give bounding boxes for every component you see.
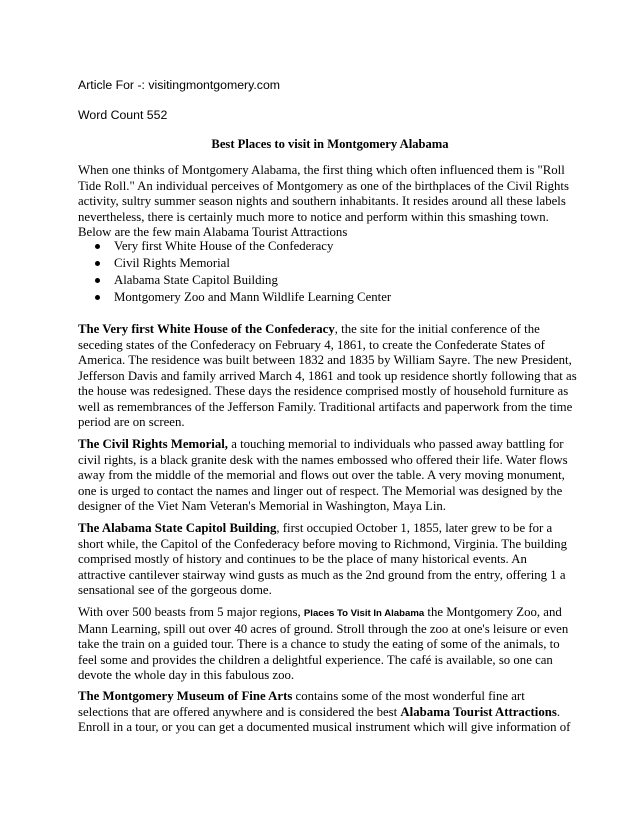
list-item: Montgomery Zoo and Mann Wildlife Learning Center <box>78 289 391 306</box>
zoo-paragraph <box>78 605 569 684</box>
paragraph-line: seceding states of the Confederacy on February 4, 1861, to create the Confederate States of <box>78 337 545 352</box>
white-house-paragraph <box>78 322 577 431</box>
paragraph-first-line <box>78 689 548 705</box>
paragraph-first-line <box>78 521 553 537</box>
paragraph-line: attractive cantilever stairway wind gusts as much as the 2nd ground from the entry, offering 1 a <box>78 567 566 582</box>
paragraph-line: one is urged to contact the names and linger out of respect. The Memorial was designed by the <box>78 483 563 498</box>
museum-paragraph <box>78 689 571 736</box>
civil-rights-paragraph <box>78 437 568 515</box>
paragraph-line: short while, the Capitol of the Confederacy before moving to Richmond, Virginia. The building <box>78 536 567 551</box>
paragraph-line: comprised mostly of history and continues to be the place of many historical events. An <box>78 552 527 566</box>
paragraph-line <box>78 704 561 721</box>
paragraph-text: , first occupied October 1, 1855, later grew to be for a <box>276 521 553 535</box>
paragraph-text: With over 500 beasts from 5 major regions, <box>78 605 304 619</box>
paragraph-text: the Montgomery Zoo, and <box>424 605 562 619</box>
paragraph-line: feel some and provides the children a delightful experience. The café is available, so one can <box>78 652 553 667</box>
paragraph-text: , the site for the initial conference of the <box>334 322 540 336</box>
paragraph-line: Enroll in a tour, or you can get a documented musical instrument which will give information of <box>78 720 571 734</box>
keyword-link: Places To Visit In Alabama <box>303 608 425 619</box>
paragraph-text: . <box>556 704 561 719</box>
article-title-text: Best Places to visit in Montgomery Alabama <box>211 137 449 151</box>
intro-line: nevertheless, there is certainly much more to notice and perform within this smashing town. <box>78 209 549 224</box>
paragraph-line: away from the middle of the memorial and flows out over the table. A very moving monument, <box>78 468 565 482</box>
paragraph-text: a touching memorial to individuals who passed away battling for <box>228 437 564 451</box>
paragraph-text: selections that are offered anywhere and is considered the best <box>78 704 401 719</box>
intro-line: activity, sultry summer season nights and southern inhabitants. It resides around all these labels <box>78 194 566 208</box>
word-count-line: Word Count 552 <box>78 108 168 122</box>
paragraph-first-line <box>78 437 564 453</box>
intro-paragraph <box>78 163 569 241</box>
list-item: Alabama State Capitol Building <box>78 272 391 289</box>
white-house-heading: The Very first White House of the Confederacy <box>78 322 335 336</box>
paragraph-line: sensational see of the gorgeous dome. <box>78 583 272 597</box>
paragraph-first-line <box>78 605 562 622</box>
keyword-bold: Alabama Tourist Attractions <box>400 704 557 719</box>
article-title <box>0 137 638 152</box>
museum-heading: The Montgomery Museum of Fine Arts <box>78 689 293 703</box>
intro-line: Tide Roll." An individual perceives of Montgomery as one of the birthplaces of the Civil Rights <box>78 178 569 193</box>
list-item: Civil Rights Memorial <box>78 255 391 272</box>
capitol-paragraph <box>78 521 567 599</box>
paragraph-line: take the train on a guided tour. There is a chance to study the eating of some of the animals, to <box>78 637 560 651</box>
intro-line: When one thinks of Montgomery Alabama, the first thing which often influenced them is "Roll <box>78 163 565 177</box>
paragraph-line: America. The residence was built between 1832 and 1835 by William Sayre. The new President, <box>78 353 572 367</box>
paragraph-line: civil rights, is a black granite desk with the names embossed who offered their life. Water flows <box>78 452 568 467</box>
paragraph-line: devote the whole day in this fabulous zoo. <box>78 668 295 682</box>
paragraph-first-line <box>78 322 548 338</box>
intro-line: Below are the few main Alabama Tourist Attractions <box>78 225 348 239</box>
attractions-list <box>78 238 391 306</box>
paragraph-line: period are on screen. <box>78 415 185 429</box>
article-for-line: Article For -: visitingmontgomery.com <box>78 78 281 92</box>
capitol-heading: The Alabama State Capitol Building <box>78 521 277 535</box>
paragraph-line: Mann Learning, spill out over 40 acres of ground. Stroll through the zoo at one's leisure or even <box>78 621 569 636</box>
list-item: Very first White House of the Confederacy <box>78 238 391 255</box>
paragraph-text: contains some of the most wonderful fine art <box>292 689 525 703</box>
paragraph-line: Jefferson Davis and family arrived March 4, 1861 and took up residence shortly following that as <box>78 368 577 383</box>
paragraph-line: the house was redesigned. These days the residence comprised mostly of household furniture as <box>78 384 569 398</box>
paragraph-line: designer of the Viet Nam Veteran's Memorial in Washington, Maya Lin. <box>78 499 446 513</box>
paragraph-line: well as remembrances of the Jefferson Family. Traditional artifacts and paperwork from the time <box>78 399 573 414</box>
civil-rights-heading: The Civil Rights Memorial, <box>78 437 228 451</box>
